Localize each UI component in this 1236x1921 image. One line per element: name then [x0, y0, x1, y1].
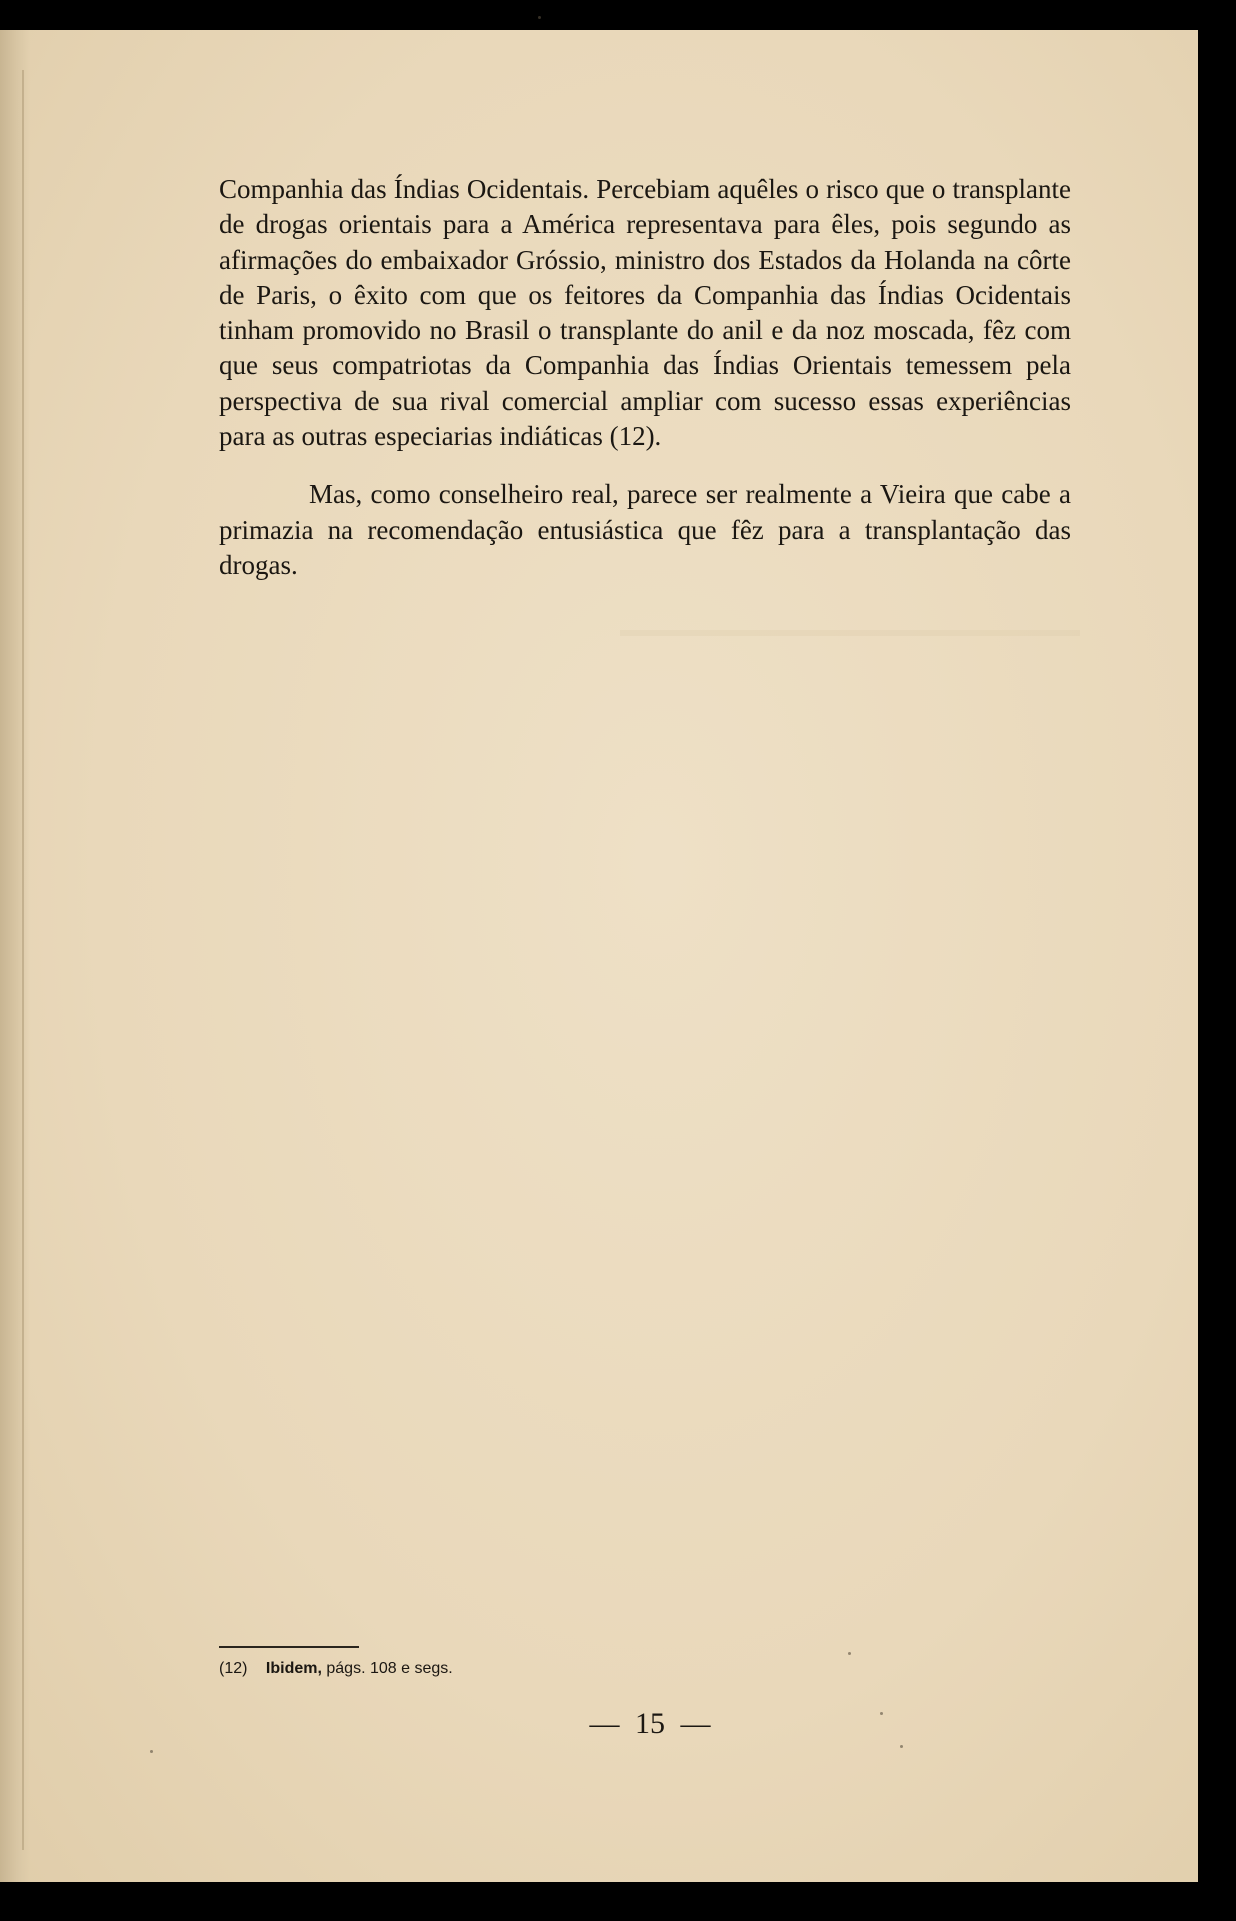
paragraph-2: Mas, como conselheiro real, parece ser realmente a Vieira que cabe a primazia na recomendação entusiástica que fêz para a transplantação das drogas.: [219, 479, 1071, 580]
paragraph-1: Companhia das Índias Ocidentais. Percebiam aquêles o risco que o transplante de drogas orientais para a América representava para êles, pois segundo as afirmações do embaixador Gróssio, ministro dos Estados da Holanda na côrte de Paris, o êxito com que os feitores da Companhia das Índias Ocidentais tinham promovido no Brasil o transplante do anil e da noz moscada, fêz com que seus compatriotas da Companhia das Índias Orientais temessem pela perspectiva de sua rival comercial ampliar com sucesso essas experiências para as outras especiarias indiáticas (12).: [219, 174, 1071, 452]
page-number: [0, 1707, 1236, 1741]
dust-speck: [848, 1652, 851, 1655]
dust-speck: [150, 1750, 153, 1753]
body-text: [219, 172, 1071, 583]
show-through-heading: [620, 630, 1080, 726]
dust-speck: [900, 1745, 903, 1748]
footnote-detail: págs. 108 e segs.: [326, 1660, 453, 1677]
footnote: [219, 1660, 453, 1678]
footnote-divider: [219, 1646, 359, 1648]
page-spine-fold: [22, 70, 24, 1850]
dust-speck: [880, 1712, 883, 1715]
page-spine-shadow: [0, 30, 30, 1882]
footnote-number: (12): [219, 1660, 248, 1677]
footnote-reference: Ibidem,: [265, 1660, 322, 1677]
page-number-dash-left: —: [589, 1707, 620, 1740]
page-number-dash-right: —: [680, 1707, 711, 1740]
dust-speck: [538, 16, 541, 19]
page-number-value: 15: [635, 1707, 665, 1740]
